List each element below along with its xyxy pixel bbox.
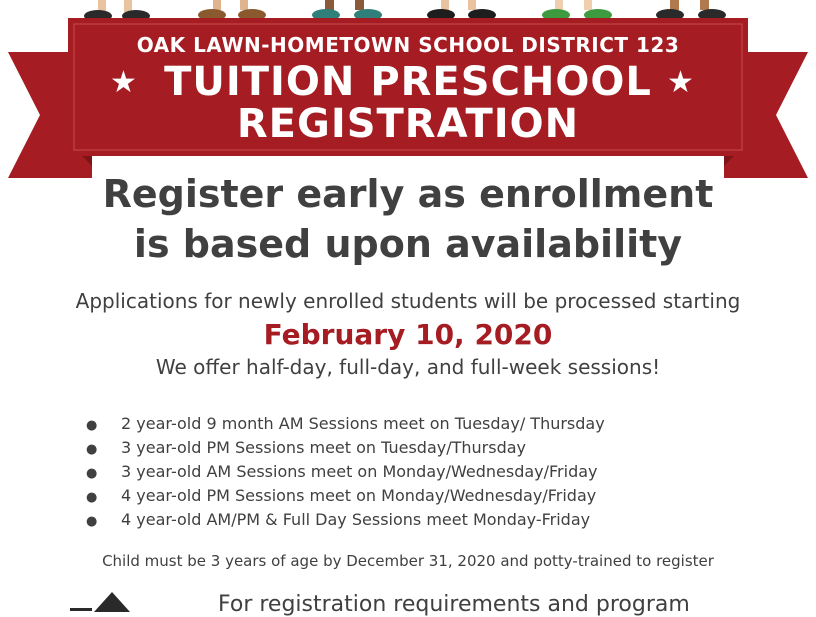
headline-line-1: Register early as enrollment (102, 172, 714, 216)
star-icon: ★ (110, 65, 137, 100)
bullet-icon: ● (86, 442, 98, 457)
bullet-icon: ● (86, 418, 98, 433)
bullet-icon: ● (86, 466, 98, 481)
session-text: 2 year-old 9 month AM Sessions meet on Tuesday/ Thursday (121, 414, 605, 433)
more-info-text: For registration requirements and program (218, 592, 690, 617)
start-date: February 10, 2020 (263, 318, 553, 351)
school-logo-icon (70, 590, 140, 612)
list-item (86, 485, 605, 509)
title-line-2: REGISTRATION (236, 101, 580, 147)
headline-line-2: is based upon availability (133, 222, 683, 266)
list-item (86, 437, 605, 461)
list-item (86, 461, 605, 485)
session-text: 3 year-old AM Sessions meet on Monday/Wednesday/Friday (121, 462, 598, 481)
offer-text: We offer half-day, full-day, and full-week sessions! (155, 355, 661, 379)
district-name: OAK LAWN-HOMETOWN SCHOOL DISTRICT 123 (136, 33, 680, 57)
session-text: 3 year-old PM Sessions meet on Tuesday/Thursday (121, 438, 527, 457)
session-text: 4 year-old AM/PM & Full Day Sessions meet Monday-Friday (121, 510, 591, 529)
session-text: 4 year-old PM Sessions meet on Monday/Wednesday/Friday (121, 486, 597, 505)
applications-text: Applications for newly enrolled students will be processed starting (75, 289, 741, 313)
bullet-icon: ● (86, 514, 98, 529)
list-item (86, 509, 605, 533)
list-item (86, 413, 605, 437)
star-icon: ★ (667, 65, 694, 100)
title-line-1: TUITION PRESCHOOL (164, 59, 652, 105)
sessions-list (86, 413, 605, 533)
age-requirement: Child must be 3 years of age by December 31, 2020 and potty-trained to register (102, 552, 714, 570)
bullet-icon: ● (86, 490, 98, 505)
